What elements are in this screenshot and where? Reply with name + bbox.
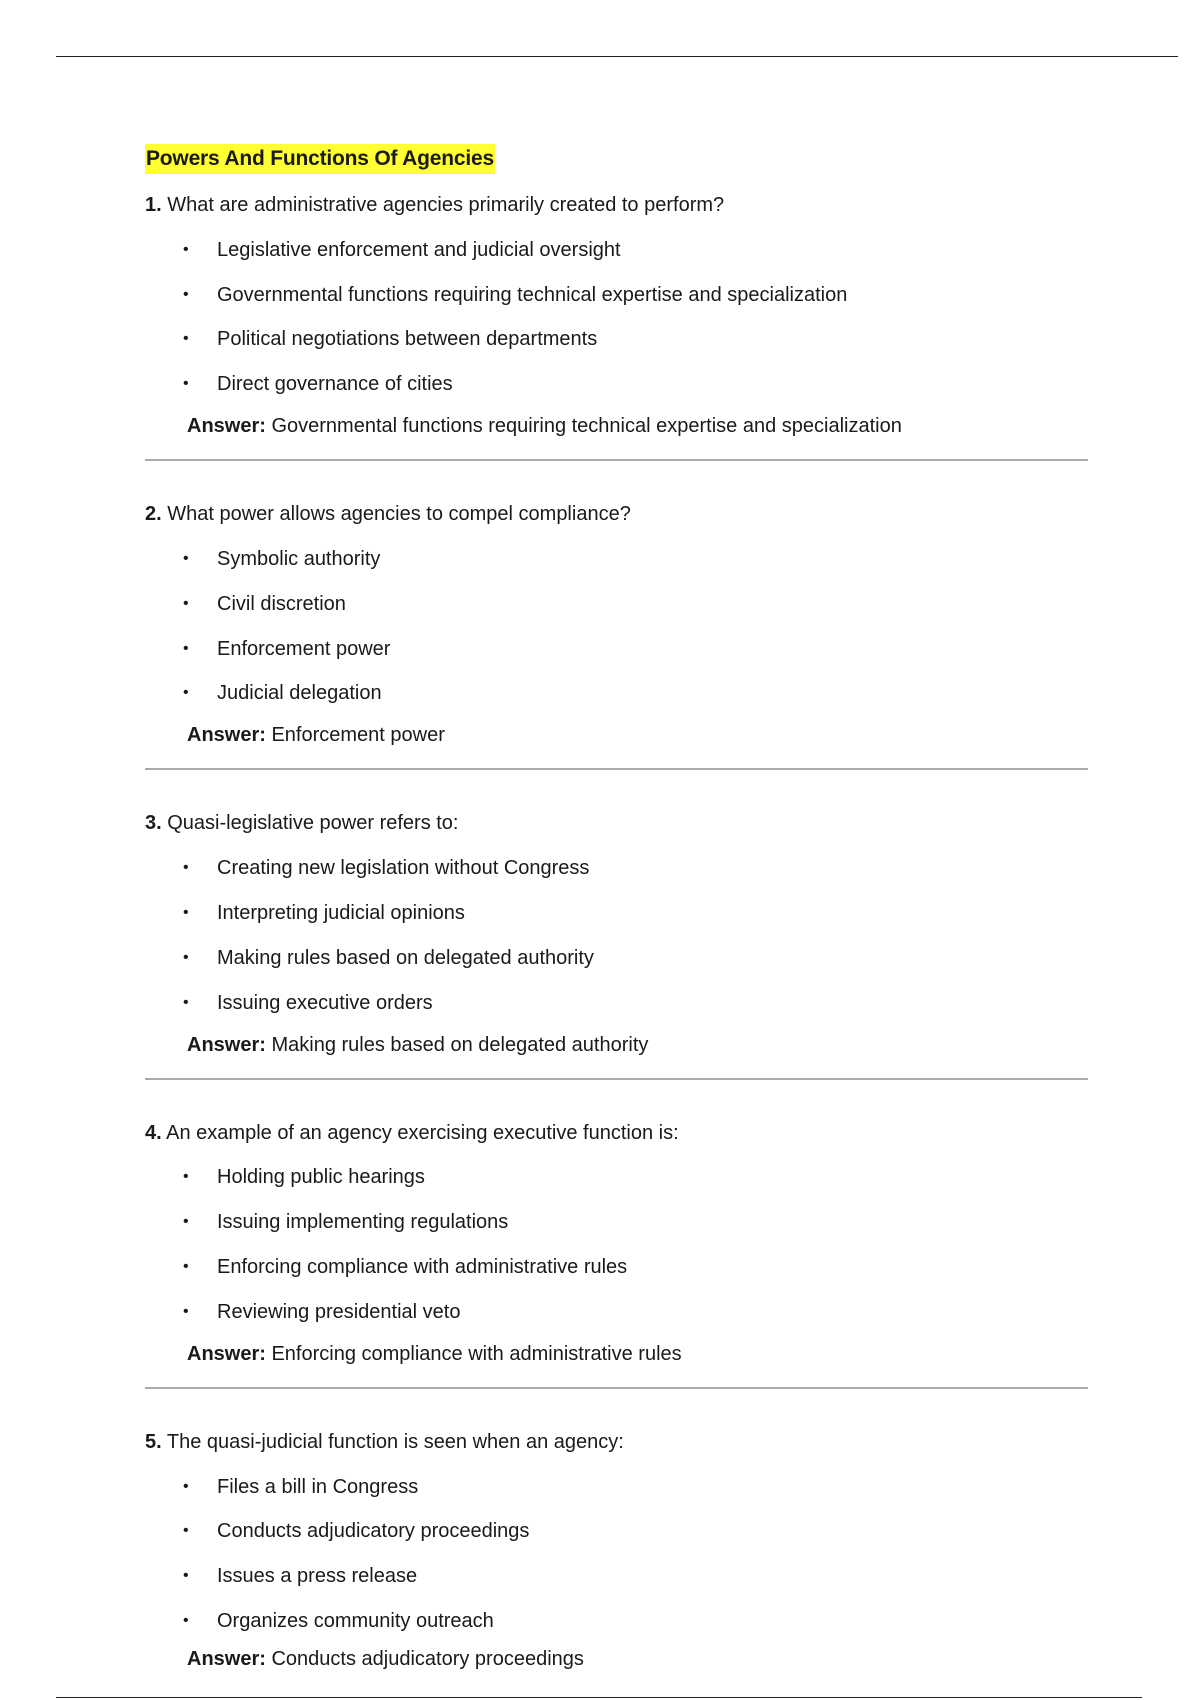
question-number: 4. <box>145 1121 162 1144</box>
option-text: Legislative enforcement and judicial oversight <box>217 238 621 261</box>
bullet-icon: • <box>183 1168 189 1186</box>
option-list <box>145 1474 1090 1634</box>
option-item <box>145 990 1090 1016</box>
answer-line <box>145 1646 1090 1672</box>
answer-line <box>145 722 1090 748</box>
option-item <box>145 1299 1090 1325</box>
question-text <box>145 1120 1090 1146</box>
option-text: Files a bill in Congress <box>217 1475 419 1498</box>
question-prompt: What power allows agencies to compel compliance? <box>167 503 631 526</box>
option-item <box>145 900 1090 926</box>
question-divider <box>145 459 1088 461</box>
question-divider <box>145 768 1088 770</box>
option-item <box>145 1209 1090 1235</box>
bullet-icon: • <box>183 1302 189 1320</box>
question-divider <box>145 1387 1088 1389</box>
option-text: Issues a press release <box>217 1565 418 1588</box>
page-header-rule <box>56 56 1178 57</box>
answer-label: Answer: <box>187 1342 266 1365</box>
bullet-icon: • <box>183 859 189 877</box>
option-item <box>145 1164 1090 1190</box>
option-text: Interpreting judicial opinions <box>217 901 465 924</box>
option-text: Governmental functions requiring technical expertise and specialization <box>217 283 848 306</box>
bullet-icon: • <box>183 549 189 567</box>
option-list <box>145 855 1090 1015</box>
bullet-icon: • <box>183 1257 189 1275</box>
option-text: Enforcement power <box>217 637 391 660</box>
question-block <box>145 1429 1090 1672</box>
option-text: Reviewing presidential veto <box>217 1300 461 1323</box>
option-item <box>145 855 1090 881</box>
answer-text: Conducts adjudicatory proceedings <box>271 1647 584 1670</box>
option-item <box>145 237 1090 263</box>
bullet-icon: • <box>183 1213 189 1231</box>
option-text: Symbolic authority <box>217 547 381 570</box>
option-item <box>145 591 1090 617</box>
answer-line <box>145 1341 1090 1367</box>
question-number: 3. <box>145 812 162 835</box>
bullet-icon: • <box>183 903 189 921</box>
bullet-icon: • <box>183 1522 189 1540</box>
option-list <box>145 546 1090 706</box>
option-text: Direct governance of cities <box>217 373 453 396</box>
option-item <box>145 1563 1090 1589</box>
answer-text: Enforcement power <box>271 724 445 747</box>
option-list <box>145 1164 1090 1324</box>
question-prompt: The quasi-judicial function is seen when an agency: <box>166 1430 624 1453</box>
answer-line <box>145 1032 1090 1058</box>
bullet-icon: • <box>183 948 189 966</box>
question-text <box>145 192 1090 218</box>
option-text: Issuing implementing regulations <box>217 1211 509 1234</box>
question-divider <box>145 1078 1088 1080</box>
document-body <box>145 144 1090 1692</box>
answer-label: Answer: <box>187 724 266 747</box>
question-number: 5. <box>145 1430 162 1453</box>
option-text: Organizes community outreach <box>217 1609 494 1632</box>
option-item <box>145 326 1090 352</box>
page-footer-rule <box>56 1697 1142 1698</box>
option-text: Holding public hearings <box>217 1166 425 1189</box>
answer-label: Answer: <box>187 415 266 438</box>
bullet-icon: • <box>183 375 189 393</box>
bullet-icon: • <box>183 1477 189 1495</box>
question-text <box>145 810 1090 836</box>
option-item <box>145 546 1090 572</box>
question-prompt: What are administrative agencies primarily created to perform? <box>167 194 725 216</box>
option-item <box>145 636 1090 662</box>
bullet-icon: • <box>183 330 189 348</box>
bullet-icon: • <box>183 594 189 612</box>
option-list <box>145 237 1090 397</box>
bullet-icon: • <box>183 639 189 657</box>
question-number: 2. <box>145 503 162 526</box>
option-text: Judicial delegation <box>217 682 382 705</box>
bullet-icon: • <box>183 993 189 1011</box>
option-text: Issuing executive orders <box>217 991 433 1014</box>
option-text: Conducts adjudicatory proceedings <box>217 1520 530 1543</box>
option-item <box>145 282 1090 308</box>
option-text: Political negotiations between departments <box>217 328 598 351</box>
option-item <box>145 1608 1090 1634</box>
option-text: Creating new legislation without Congress <box>217 857 590 880</box>
answer-text: Enforcing compliance with administrative rules <box>271 1342 682 1365</box>
option-text: Enforcing compliance with administrative rules <box>217 1255 628 1278</box>
question-prompt: An example of an agency exercising executive function is: <box>166 1121 679 1144</box>
question-block <box>145 1120 1090 1389</box>
answer-text: Making rules based on delegated authority <box>271 1033 649 1056</box>
bullet-icon: • <box>183 1567 189 1585</box>
question-number: 1. <box>145 194 162 216</box>
bullet-icon: • <box>183 240 189 258</box>
answer-label: Answer: <box>187 1033 266 1056</box>
answer-text: Governmental functions requiring technical expertise and specialization <box>271 415 902 438</box>
option-item <box>145 1518 1090 1544</box>
option-item <box>145 1474 1090 1500</box>
question-prompt: Quasi-legislative power refers to: <box>167 812 459 835</box>
option-text: Civil discretion <box>217 592 346 615</box>
answer-line <box>145 413 1090 439</box>
option-item <box>145 945 1090 971</box>
option-item <box>145 680 1090 706</box>
bullet-icon: • <box>183 285 189 303</box>
option-item <box>145 371 1090 397</box>
question-block <box>145 810 1090 1079</box>
option-item <box>145 1254 1090 1280</box>
option-text: Making rules based on delegated authority <box>217 946 594 969</box>
question-text <box>145 1429 1090 1455</box>
bullet-icon: • <box>183 1611 189 1629</box>
answer-label: Answer: <box>187 1647 266 1670</box>
question-block <box>145 501 1090 770</box>
question-block <box>145 192 1090 461</box>
document-title: Powers And Functions Of Agencies <box>145 144 495 174</box>
bullet-icon: • <box>183 684 189 702</box>
question-text <box>145 501 1090 527</box>
